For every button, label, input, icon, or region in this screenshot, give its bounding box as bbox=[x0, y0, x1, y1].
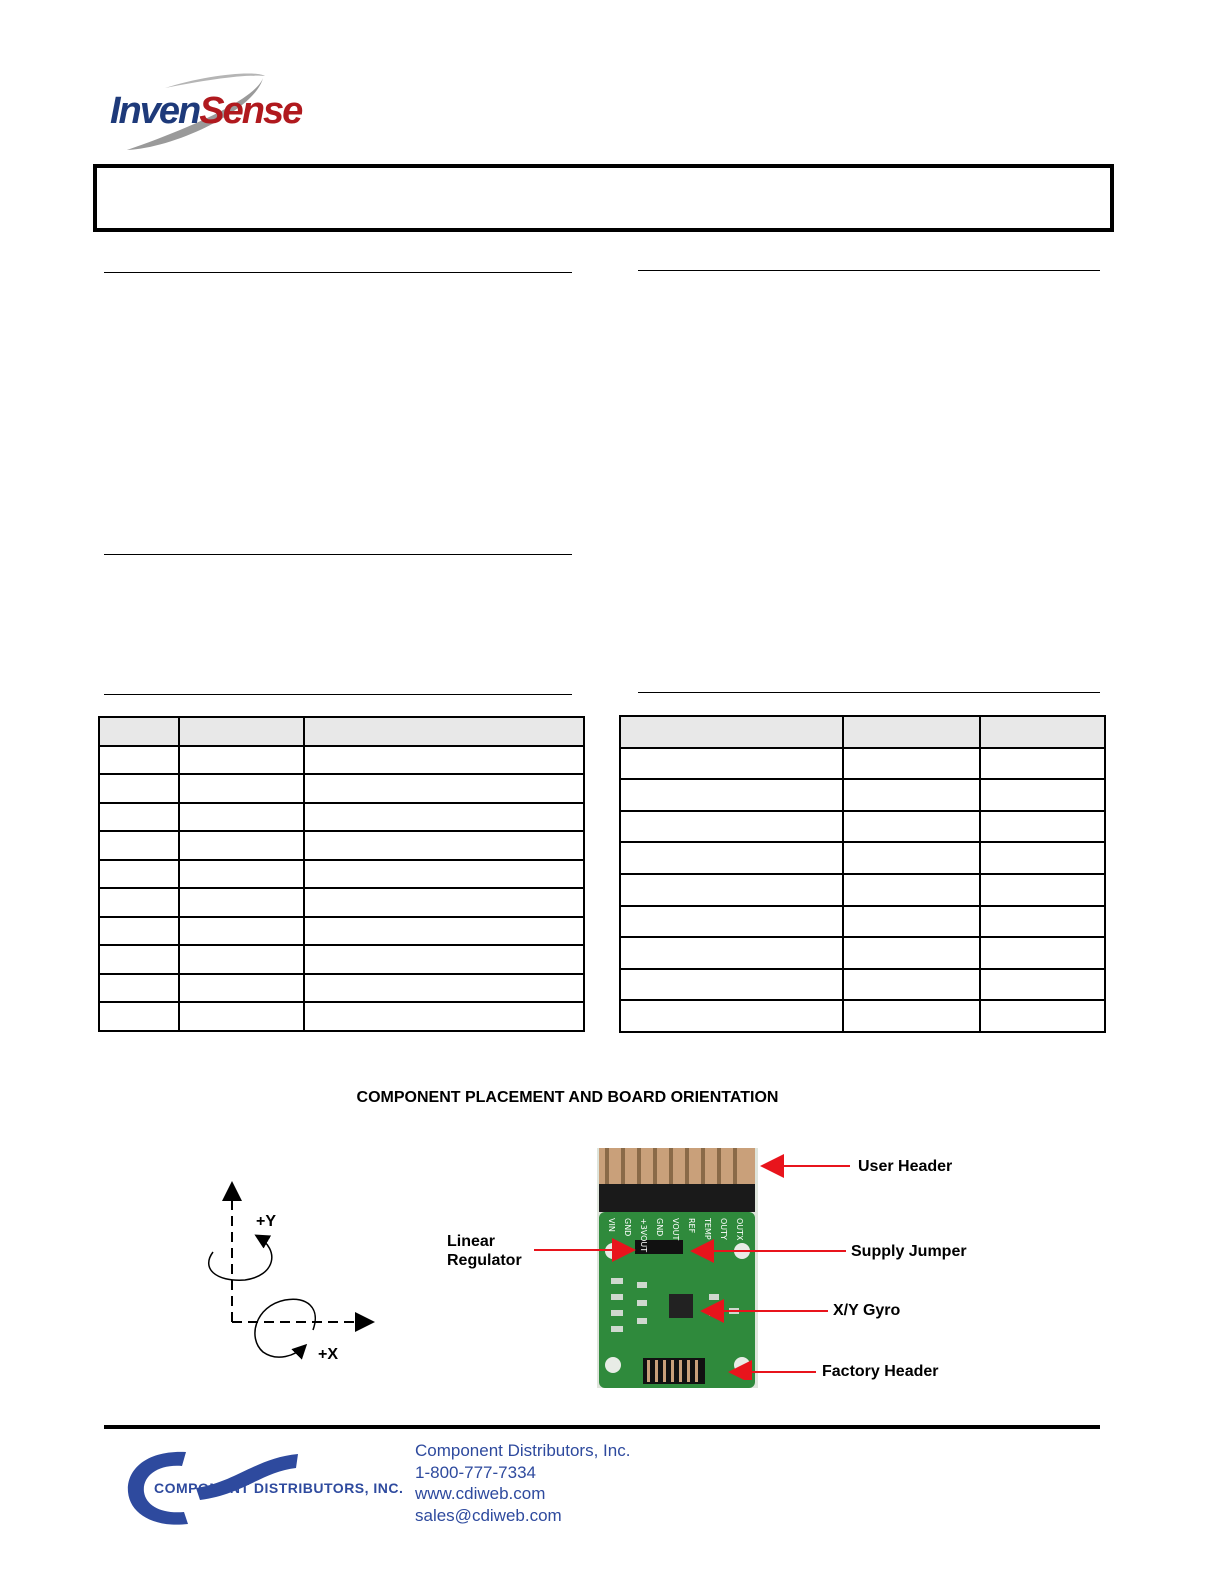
phone-number: 1-800-777-7334 bbox=[415, 1462, 536, 1482]
pin-label: OUTX bbox=[735, 1218, 744, 1241]
invensense-logo bbox=[105, 70, 302, 155]
table-row bbox=[620, 779, 1105, 811]
pin-label: GND bbox=[655, 1218, 664, 1237]
title-frame bbox=[93, 164, 1114, 232]
axis-y-label: +Y bbox=[256, 1213, 277, 1230]
right-table bbox=[619, 715, 1106, 1033]
table-row bbox=[620, 716, 1105, 748]
table-row bbox=[99, 746, 584, 775]
table-row bbox=[99, 945, 584, 974]
callout-linear-regulator-line1: Linear bbox=[447, 1233, 496, 1250]
table-row bbox=[99, 803, 584, 832]
callout-linear-regulator-line2: Regulator bbox=[447, 1252, 522, 1269]
table-row bbox=[99, 774, 584, 803]
section-rule-right-1 bbox=[638, 270, 1100, 271]
table-row bbox=[620, 937, 1105, 969]
table-row bbox=[99, 888, 584, 917]
table-row bbox=[620, 969, 1105, 1001]
footer-contact bbox=[415, 1440, 630, 1526]
cdi-logo bbox=[126, 1448, 404, 1528]
table-row bbox=[620, 811, 1105, 843]
axis-diagram bbox=[195, 1170, 385, 1365]
section-rule-left-2 bbox=[104, 554, 572, 555]
table-row bbox=[620, 1000, 1105, 1032]
brand-part-sense: Sense bbox=[199, 90, 302, 132]
y-rotation-arrow-icon bbox=[209, 1236, 272, 1280]
x-rotation-arrow-icon bbox=[255, 1299, 315, 1357]
callout-arrows bbox=[520, 1150, 860, 1380]
invensense-wordmark bbox=[110, 90, 301, 133]
table-row bbox=[620, 842, 1105, 874]
table-row bbox=[620, 748, 1105, 780]
table-row bbox=[620, 906, 1105, 938]
footer-rule bbox=[104, 1425, 1100, 1429]
axis-x-label: +X bbox=[318, 1346, 339, 1363]
table-row bbox=[99, 860, 584, 889]
left-table bbox=[98, 716, 585, 1032]
pin-label: +3VOUT bbox=[639, 1218, 648, 1253]
website-link[interactable]: www.cdiweb.com bbox=[415, 1484, 546, 1503]
callout-supply-jumper: Supply Jumper bbox=[851, 1243, 967, 1260]
email-link[interactable]: sales@cdiweb.com bbox=[415, 1505, 562, 1525]
callout-user-header: User Header bbox=[858, 1158, 953, 1175]
callout-factory-header: Factory Header bbox=[822, 1363, 939, 1380]
cdi-logo-text: COMPONENT DISTRIBUTORS, INC. bbox=[154, 1480, 404, 1496]
table-row bbox=[99, 717, 584, 746]
section-rule-right-2 bbox=[638, 692, 1100, 693]
pin-label: OUTY bbox=[719, 1218, 728, 1240]
callout-xy-gyro: X/Y Gyro bbox=[833, 1302, 901, 1319]
table-row bbox=[99, 831, 584, 860]
brand-part-inven: Inven bbox=[110, 90, 200, 132]
table-row bbox=[99, 917, 584, 946]
pin-label: GND bbox=[623, 1218, 632, 1237]
pin-label: VOUT bbox=[671, 1218, 680, 1241]
table-row bbox=[99, 974, 584, 1003]
section-title: COMPONENT PLACEMENT AND BOARD ORIENTATION bbox=[356, 1089, 779, 1106]
pin-label: TEMP bbox=[703, 1218, 712, 1240]
table-row bbox=[620, 874, 1105, 906]
section-rule-left-3 bbox=[104, 694, 572, 695]
pin-label: REF bbox=[687, 1218, 696, 1234]
company-name: Component Distributors, Inc. bbox=[415, 1441, 631, 1460]
table-row bbox=[99, 1002, 584, 1031]
section-rule-left-1 bbox=[104, 272, 572, 273]
pin-label: VIN bbox=[607, 1218, 616, 1232]
